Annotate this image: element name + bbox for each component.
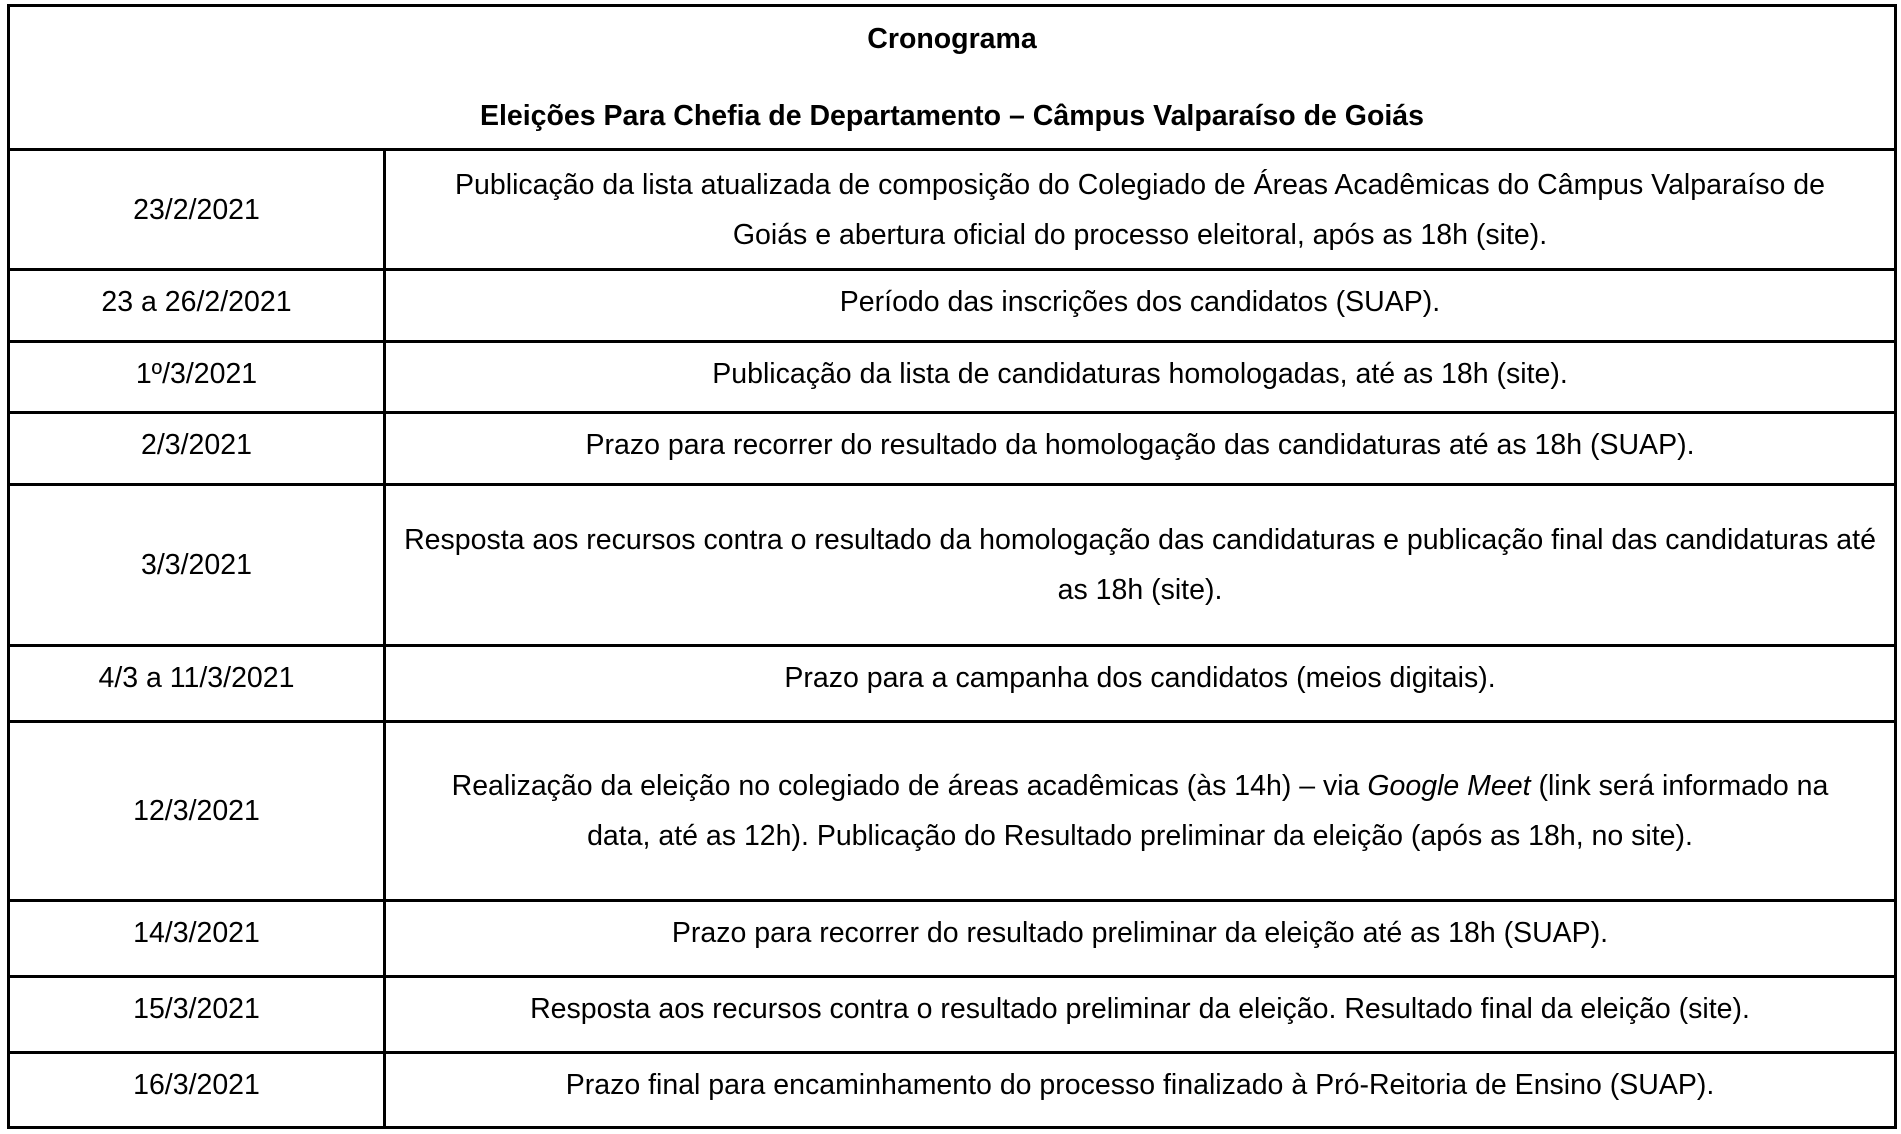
date-cell: 15/3/2021 xyxy=(9,977,385,1053)
date-cell: 14/3/2021 xyxy=(9,901,385,977)
date-cell: 16/3/2021 xyxy=(9,1053,385,1128)
date-cell: 23/2/2021 xyxy=(9,150,385,270)
date-cell: 23 a 26/2/2021 xyxy=(9,270,385,342)
date-cell: 12/3/2021 xyxy=(9,722,385,901)
table-row xyxy=(9,646,1896,722)
table-row xyxy=(9,270,1896,342)
table-row xyxy=(9,722,1896,901)
date-cell: 3/3/2021 xyxy=(9,485,385,646)
schedule-subtitle: Eleições Para Chefia de Departamento – Câmpus Valparaíso de Goiás xyxy=(479,100,1425,132)
description-cell: Publicação da lista atualizada de composição do Colegiado de Áreas Acadêmicas do Câmpus Valparaíso de Goiás e abertura oficial do processo eleitoral, após as 18h (site). xyxy=(385,150,1896,270)
table-row xyxy=(9,413,1896,485)
table-header xyxy=(9,6,1896,150)
description-text: (link será informado na data, até as 12h). Publicação do Resultado preliminar da eleição (após as 18h, no site). xyxy=(587,770,1829,852)
description-cell: Prazo final para encaminhamento do processo finalizado à Pró-Reitoria de Ensino (SUAP). xyxy=(385,1053,1896,1128)
table-header-row xyxy=(9,6,1896,150)
date-cell: 4/3 a 11/3/2021 xyxy=(9,646,385,722)
description-cell: Prazo para recorrer do resultado da homologação das candidaturas até as 18h (SUAP). xyxy=(385,413,1896,485)
google-meet-text: Google Meet xyxy=(1367,770,1531,802)
schedule-title: Cronograma xyxy=(867,23,1037,55)
description-cell: Prazo para a campanha dos candidatos (meios digitais). xyxy=(385,646,1896,722)
date-cell: 1º/3/2021 xyxy=(9,342,385,413)
table-row xyxy=(9,150,1896,270)
description-cell: Período das inscrições dos candidatos (SUAP). xyxy=(385,270,1896,342)
table-row xyxy=(9,1053,1896,1128)
table-row xyxy=(9,901,1896,977)
description-text: Realização da eleição no colegiado de áreas acadêmicas (às 14h) – via xyxy=(451,770,1368,802)
description-cell: Resposta aos recursos contra o resultado preliminar da eleição. Resultado final da eleição (site). xyxy=(385,977,1896,1053)
table-row xyxy=(9,485,1896,646)
table-row xyxy=(9,342,1896,413)
table-row xyxy=(9,977,1896,1053)
description-cell xyxy=(385,722,1896,901)
description-cell: Resposta aos recursos contra o resultado da homologação das candidaturas e publicação final das candidaturas até as 18h (site). xyxy=(385,485,1896,646)
description-cell: Publicação da lista de candidaturas homologadas, até as 18h (site). xyxy=(385,342,1896,413)
date-cell: 2/3/2021 xyxy=(9,413,385,485)
schedule-table xyxy=(7,4,1897,1129)
description-cell: Prazo para recorrer do resultado preliminar da eleição até as 18h (SUAP). xyxy=(385,901,1896,977)
